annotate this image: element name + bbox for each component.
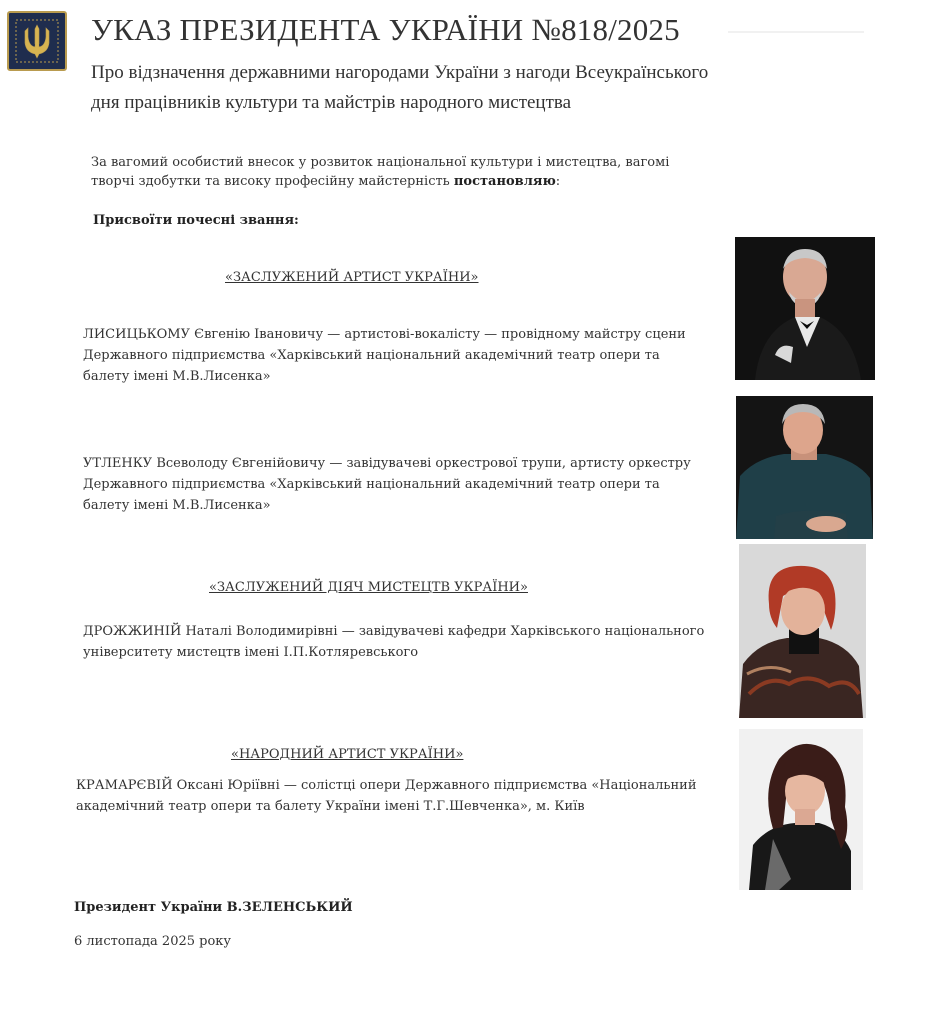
confer-heading: Присвоїти почесні звання:: [93, 213, 299, 228]
preamble-ending: :: [555, 174, 561, 189]
awardee-3-photo: [739, 544, 866, 718]
rank-title-honored-art-worker: «ЗАСЛУЖЕНИЙ ДІЯЧ МИСТЕЦТВ УКРАЇНИ»: [209, 580, 528, 595]
awardee-2-photo: [736, 396, 873, 539]
signature: Президент України В.ЗЕЛЕНСЬКИЙ: [74, 900, 353, 915]
awardee-4-photo: [739, 729, 863, 890]
preamble-emphasis: постановляю: [453, 174, 556, 189]
decree-preamble: [91, 153, 711, 190]
rank-title-peoples-artist: «НАРОДНИЙ АРТИСТ УКРАЇНИ»: [231, 747, 464, 762]
page-title: УКАЗ ПРЕЗИДЕНТА УКРАЇНИ №818/2025: [91, 12, 680, 47]
rank-title-honored-artist: «ЗАСЛУЖЕНИЙ АРТИСТ УКРАЇНИ»: [225, 270, 479, 285]
decree-date: 6 листопада 2025 року: [74, 934, 232, 949]
title-divider: [728, 31, 864, 33]
awardee-2: УТЛЕНКУ Всеволоду Євгенійовичу — завідувачеві оркестрової трупи, артисту оркестру Державного підприємства «Харківський національний академічний театр опери та балету імені М.В.Лисенка»: [83, 456, 691, 513]
decree-subtitle: Про відзначення державними нагородами України з нагоди Всеукраїнського дня працівників культури та майстрів народного мистецтва: [91, 62, 709, 113]
awardee-1: ЛИСИЦЬКОМУ Євгенію Івановичу — артистові-вокалісту — провідному майстру сцени Державного підприємства «Харківський національний академічний театр опери та балету імені М.В.Лисенка»: [83, 327, 686, 384]
awardee-4: КРАМАРЄВІЙ Оксані Юріївні — солістці опери Державного підприємства «Національний академічний театр опери та балету України імені Т.Г.Шевченка», м. Київ: [76, 778, 697, 814]
awardee-1-photo: [735, 237, 875, 380]
awardee-3: ДРОЖЖИНІЙ Наталі Володимирівні — завідувачеві кафедри Харківського національного університету мистецтв імені І.П.Котляревського: [83, 624, 705, 660]
preamble-text: За вагомий особистий внесок у розвиток національної культури і мистецтва, вагомі творчі здобутки та високу професійну майстерність: [91, 155, 670, 189]
trident-emblem-icon: [7, 11, 67, 71]
